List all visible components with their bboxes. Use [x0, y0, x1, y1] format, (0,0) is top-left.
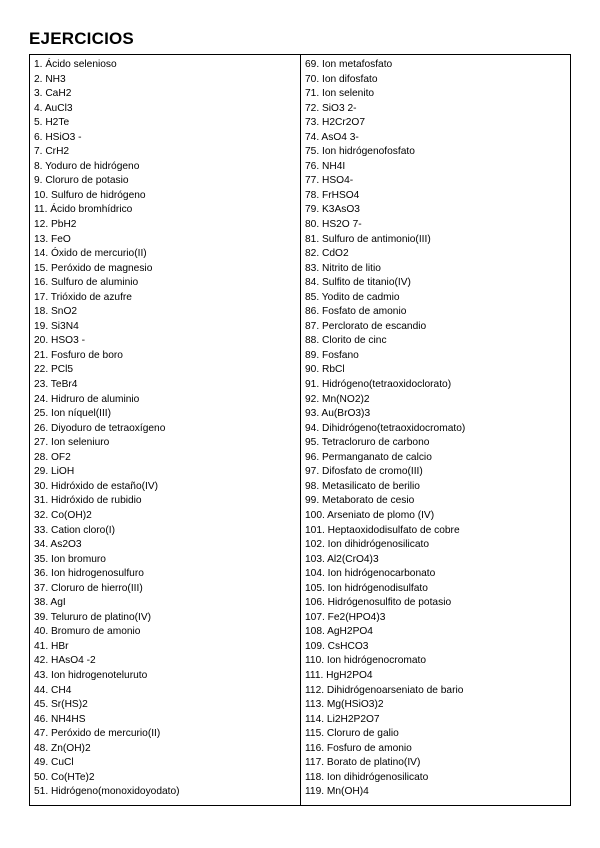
exercise-item: 70. Ion difosfato [305, 73, 378, 85]
exercise-item: 78. FrHSO4 [305, 189, 360, 201]
exercise-item: 97. Difosfato de cromo(III) [305, 466, 423, 478]
exercise-item: 19. Si3N4 [34, 320, 79, 332]
exercise-item: 77. HSO4- [305, 175, 354, 187]
exercise-item: 17. Trióxido de azufre [34, 291, 132, 303]
exercise-item: 106. Hidrógenosulfito de potasio [305, 597, 452, 609]
exercise-item: 80. HS2O 7- [305, 219, 362, 231]
exercise-item: 92. Mn(NO2)2 [305, 393, 370, 405]
exercise-item: 86. Fosfato de amonio [305, 306, 407, 318]
exercise-item: 18. SnO2 [34, 306, 78, 318]
exercise-item: 37. Cloruro de hierro(III) [34, 582, 143, 594]
exercise-item: 32. Co(OH)2 [34, 509, 92, 521]
exercise-item: 117. Borato de platino(IV) [305, 757, 421, 769]
exercise-item: 15. Peróxido de magnesio [34, 262, 153, 274]
exercise-item: 28. OF2 [34, 451, 71, 463]
exercise-item: 11. Ácido bromhídrico [34, 204, 133, 216]
exercise-item: 72. SiO3 2- [305, 102, 357, 114]
exercise-item: 91. Hidrógeno(tetraoxidoclorato) [305, 379, 452, 391]
exercise-item: 46. NH4HS [34, 713, 86, 725]
exercise-item: 118. Ion dihidrógenosilicato [305, 771, 429, 783]
exercise-item: 93. Au(BrO3)3 [305, 408, 371, 420]
exercise-item: 30. Hidróxido de estaño(IV) [34, 480, 159, 492]
exercise-item: 116. Fosfuro de amonio [305, 742, 412, 754]
exercise-item: 76. NH4I [305, 160, 346, 172]
exercise-item: 13. FeO [34, 233, 71, 245]
exercise-item: 95. Tetracloruro de carbono [305, 437, 430, 449]
exercise-item: 100. Arseniato de plomo (IV) [305, 509, 435, 521]
exercise-item: 10. Sulfuro de hidrógeno [34, 189, 146, 201]
exercise-item: 94. Dihidrógeno(tetraoxidocromato) [305, 422, 466, 434]
exercise-item: 4. AuCl3 [34, 102, 73, 114]
exercise-item: 83. Nitrito de litio [305, 262, 381, 274]
exercise-item: 98. Metasilicato de berilio [305, 480, 420, 492]
exercise-item: 36. Ion hidrogenosulfuro [34, 568, 144, 580]
exercise-item: 81. Sulfuro de antimonio(III) [305, 233, 431, 245]
exercise-column-left [30, 55, 301, 805]
exercise-item: 50. Co(HTe)2 [34, 771, 95, 783]
exercise-item: 23. TeBr4 [34, 379, 78, 391]
exercise-item: 51. Hidrógeno(monoxidoyodato) [34, 786, 180, 798]
exercise-item: 90. RbCl [305, 364, 345, 376]
exercise-item: 69. Ion metafosfato [305, 59, 393, 70]
exercise-item: 35. Ion bromuro [34, 553, 106, 565]
exercise-item: 20. HSO3 - [34, 335, 85, 347]
exercise-item: 75. Ion hidrógenofosfato [305, 146, 415, 158]
exercise-item: 99. Metaborato de cesio [305, 495, 415, 507]
exercise-item: 101. Heptaoxidodisulfato de cobre [305, 524, 460, 536]
exercise-item: 82. CdO2 [305, 248, 349, 260]
exercise-item: 26. Diyoduro de tetraoxígeno [34, 422, 166, 434]
exercise-item: 8. Yoduro de hidrógeno [34, 160, 140, 172]
exercise-item: 79. K3AsO3 [305, 204, 360, 216]
exercise-item: 114. Li2H2P2O7 [305, 713, 380, 725]
exercise-item: 3. CaH2 [34, 88, 72, 100]
exercise-item: 103. Al2(CrO4)3 [305, 553, 379, 565]
exercise-item: 84. Sulfito de titanio(IV) [305, 277, 411, 289]
exercise-item: 25. Ion níquel(III) [34, 408, 112, 420]
exercise-item: 119. Mn(OH)4 [305, 786, 369, 798]
exercise-item: 29. LiOH [34, 466, 75, 478]
exercise-item: 73. H2Cr2O7 [305, 117, 366, 129]
exercise-item: 89. Fosfano [305, 349, 359, 361]
exercise-item: 49. CuCl [34, 757, 74, 769]
exercise-item: 42. HAsO4 -2 [34, 655, 96, 667]
exercise-item: 111. HgH2PO4 [305, 669, 373, 681]
exercise-item: 33. Cation cloro(I) [34, 524, 115, 536]
exercise-item: 31. Hidróxido de rubidio [34, 495, 142, 507]
exercise-item: 2. NH3 [34, 73, 66, 85]
exercise-item: 21. Fosfuro de boro [34, 349, 123, 361]
exercise-item: 34. As2O3 [34, 539, 82, 551]
exercise-item: 104. Ion hidrógenocarbonato [305, 568, 436, 580]
exercise-table [29, 54, 571, 806]
exercise-item: 1. Ácido selenioso [34, 59, 117, 70]
exercise-item: 14. Óxido de mercurio(II) [34, 248, 147, 260]
exercise-item: 96. Permanganato de calcio [305, 451, 432, 463]
exercise-column-right [301, 55, 570, 805]
exercise-item: 85. Yodito de cadmio [305, 291, 400, 303]
exercise-item: 44. CH4 [34, 684, 72, 696]
exercise-item: 112. Dihidrógenoarseniato de bario [305, 684, 464, 696]
exercise-item: 109. CsHCO3 [305, 640, 369, 652]
exercise-item: 87. Perclorato de escandio [305, 320, 427, 332]
exercise-item: 43. Ion hidrogenoteluruto [34, 669, 148, 681]
exercise-item: 110. Ion hidrógenocromato [305, 655, 427, 667]
exercise-item: 113. Mg(HSiO3)2 [305, 699, 384, 711]
exercise-item: 107. Fe2(HPO4)3 [305, 611, 386, 623]
exercise-item: 115. Cloruro de galio [305, 728, 399, 740]
exercise-item: 24. Hidruro de aluminio [34, 393, 140, 405]
exercise-item: 12. PbH2 [34, 219, 77, 231]
exercise-item: 102. Ion dihidrógenosilicato [305, 539, 430, 551]
exercise-item: 41. HBr [34, 640, 69, 652]
exercise-item: 16. Sulfuro de aluminio [34, 277, 139, 289]
exercise-item: 47. Peróxido de mercurio(II) [34, 728, 161, 740]
exercise-item: 40. Bromuro de amonio [34, 626, 141, 638]
exercise-item: 74. AsO4 3- [305, 131, 359, 143]
exercise-item: 5. H2Te [34, 117, 70, 129]
exercise-item: 38. AgI [34, 597, 66, 609]
exercise-item: 22. PCl5 [34, 364, 74, 376]
exercise-item: 9. Cloruro de potasio [34, 175, 129, 187]
exercise-item: 105. Ion hidrógenodisulfato [305, 582, 428, 594]
exercise-item: 7. CrH2 [34, 146, 70, 158]
exercise-item: 71. Ion selenito [305, 88, 375, 100]
exercise-item: 108. AgH2PO4 [305, 626, 373, 638]
page-title: EJERCICIOS [29, 29, 134, 48]
exercise-item: 48. Zn(OH)2 [34, 742, 91, 754]
exercise-item: 45. Sr(HS)2 [34, 699, 88, 711]
exercise-item: 39. Telururo de platino(IV) [34, 611, 152, 623]
exercise-item: 88. Clorito de cinc [305, 335, 387, 347]
exercise-item: 6. HSiO3 - [34, 131, 82, 143]
exercise-item: 27. Ion seleniuro [34, 437, 110, 449]
